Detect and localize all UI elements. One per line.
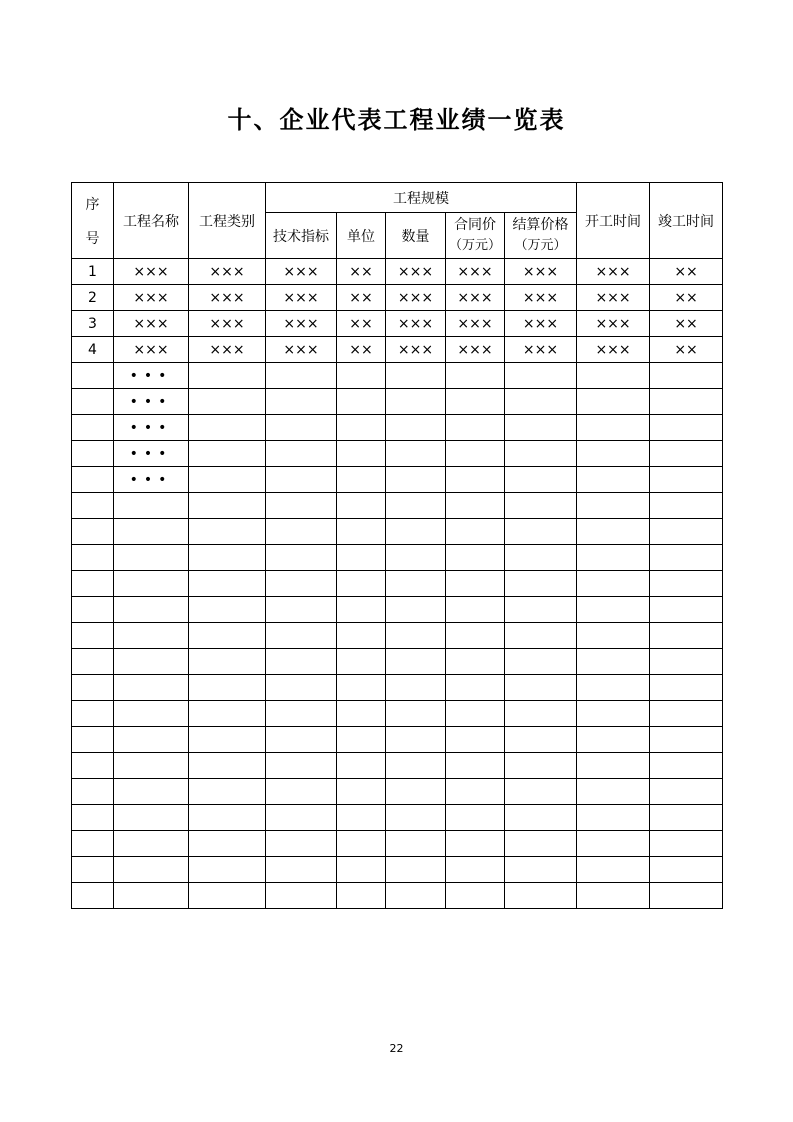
cell-settle [505, 831, 577, 857]
header-scale-group: 工程规模 [266, 183, 577, 213]
cell-start [577, 883, 650, 909]
cell-unit [337, 857, 386, 883]
table-row [72, 467, 723, 493]
cell-start [577, 675, 650, 701]
cell-seq [72, 441, 114, 467]
header-seq-top: 序 [85, 196, 100, 213]
cell-tech [266, 519, 337, 545]
header-seq [72, 183, 114, 259]
cell-name: ××× [114, 337, 189, 363]
cell-type [189, 831, 266, 857]
header-seq-bottom: 号 [85, 230, 100, 247]
cell-contract [446, 623, 505, 649]
cell-qty [386, 363, 446, 389]
cell-name: ••• [114, 363, 189, 389]
cell-start [577, 649, 650, 675]
cell-start [577, 597, 650, 623]
table-row [72, 701, 723, 727]
cell-unit [337, 727, 386, 753]
cell-unit [337, 467, 386, 493]
cell-end [650, 415, 723, 441]
cell-contract [446, 441, 505, 467]
cell-start [577, 441, 650, 467]
cell-unit [337, 597, 386, 623]
cell-tech [266, 883, 337, 909]
cell-name [114, 493, 189, 519]
cell-seq [72, 597, 114, 623]
cell-contract [446, 701, 505, 727]
cell-unit [337, 389, 386, 415]
table-row [72, 363, 723, 389]
cell-tech [266, 857, 337, 883]
cell-type [189, 415, 266, 441]
cell-name [114, 753, 189, 779]
cell-name [114, 779, 189, 805]
cell-type [189, 597, 266, 623]
cell-tech [266, 597, 337, 623]
cell-name [114, 857, 189, 883]
cell-name: ××× [114, 259, 189, 285]
cell-type: ××× [189, 311, 266, 337]
cell-settle: ××× [505, 337, 577, 363]
cell-seq [72, 571, 114, 597]
cell-contract [446, 779, 505, 805]
cell-tech [266, 753, 337, 779]
cell-name [114, 649, 189, 675]
cell-settle [505, 727, 577, 753]
cell-name [114, 675, 189, 701]
cell-start [577, 857, 650, 883]
table-row [72, 415, 723, 441]
cell-unit: ×× [337, 259, 386, 285]
cell-tech [266, 441, 337, 467]
cell-unit [337, 883, 386, 909]
cell-qty [386, 493, 446, 519]
cell-end [650, 675, 723, 701]
table-row [72, 649, 723, 675]
header-settlement-price [505, 213, 577, 259]
cell-contract [446, 493, 505, 519]
cell-end [650, 441, 723, 467]
cell-name [114, 545, 189, 571]
header-project-name: 工程名称 [114, 183, 189, 259]
header-tech-index: 技术指标 [266, 213, 337, 259]
cell-start [577, 779, 650, 805]
cell-settle [505, 493, 577, 519]
cell-tech: ××× [266, 259, 337, 285]
cell-seq [72, 675, 114, 701]
cell-contract: ××× [446, 285, 505, 311]
cell-qty [386, 597, 446, 623]
cell-end [650, 883, 723, 909]
cell-end [650, 493, 723, 519]
cell-type [189, 519, 266, 545]
table-row [72, 285, 723, 311]
cell-seq: 3 [72, 311, 114, 337]
header-completion-time: 竣工时间 [650, 183, 723, 259]
cell-seq [72, 831, 114, 857]
cell-qty [386, 701, 446, 727]
table-row [72, 545, 723, 571]
table-row [72, 623, 723, 649]
cell-end [650, 779, 723, 805]
cell-contract [446, 883, 505, 909]
cell-seq [72, 363, 114, 389]
cell-start [577, 467, 650, 493]
cell-tech [266, 415, 337, 441]
cell-end [650, 467, 723, 493]
cell-type [189, 389, 266, 415]
cell-seq [72, 545, 114, 571]
header-start-time: 开工时间 [577, 183, 650, 259]
cell-type: ××× [189, 259, 266, 285]
cell-qty [386, 571, 446, 597]
header-settlement-price-unit: （万元） [514, 238, 567, 254]
cell-type [189, 545, 266, 571]
cell-unit: ×× [337, 311, 386, 337]
table-row [72, 259, 723, 285]
table-row [72, 831, 723, 857]
cell-type [189, 805, 266, 831]
cell-seq [72, 701, 114, 727]
cell-end [650, 701, 723, 727]
cell-end: ×× [650, 337, 723, 363]
cell-contract [446, 753, 505, 779]
cell-start [577, 753, 650, 779]
page-number: 22 [389, 1042, 404, 1055]
cell-unit [337, 545, 386, 571]
cell-qty [386, 779, 446, 805]
cell-tech [266, 467, 337, 493]
cell-tech [266, 727, 337, 753]
cell-type [189, 753, 266, 779]
cell-qty [386, 883, 446, 909]
cell-start: ××× [577, 285, 650, 311]
cell-name: ××× [114, 311, 189, 337]
cell-qty [386, 545, 446, 571]
cell-name [114, 831, 189, 857]
cell-tech [266, 649, 337, 675]
header-contract-price [446, 213, 505, 259]
cell-settle [505, 415, 577, 441]
cell-unit [337, 701, 386, 727]
page-title: 十、企业代表工程业绩一览表 [227, 106, 566, 134]
cell-type [189, 493, 266, 519]
cell-unit [337, 493, 386, 519]
cell-contract [446, 805, 505, 831]
cell-settle [505, 753, 577, 779]
cell-name [114, 623, 189, 649]
cell-end [650, 519, 723, 545]
cell-type [189, 701, 266, 727]
header-settlement-price-label: 结算价格 [512, 217, 569, 234]
cell-settle: ××× [505, 285, 577, 311]
cell-seq [72, 727, 114, 753]
cell-unit [337, 779, 386, 805]
cell-seq [72, 493, 114, 519]
header-project-type: 工程类别 [189, 183, 266, 259]
cell-settle [505, 441, 577, 467]
cell-qty [386, 857, 446, 883]
cell-name: ××× [114, 285, 189, 311]
cell-settle [505, 545, 577, 571]
cell-unit: ×× [337, 285, 386, 311]
cell-name [114, 571, 189, 597]
cell-qty: ××× [386, 311, 446, 337]
cell-type [189, 623, 266, 649]
cell-name: ••• [114, 415, 189, 441]
cell-tech [266, 675, 337, 701]
cell-seq [72, 857, 114, 883]
cell-settle [505, 649, 577, 675]
cell-settle [505, 389, 577, 415]
cell-tech [266, 545, 337, 571]
cell-contract [446, 519, 505, 545]
table-row [72, 857, 723, 883]
cell-qty [386, 441, 446, 467]
cell-seq [72, 623, 114, 649]
cell-settle: ××× [505, 259, 577, 285]
cell-end [650, 623, 723, 649]
cell-type [189, 441, 266, 467]
cell-type [189, 883, 266, 909]
cell-seq [72, 649, 114, 675]
cell-seq [72, 779, 114, 805]
table-row [72, 311, 723, 337]
cell-start: ××× [577, 311, 650, 337]
cell-contract [446, 415, 505, 441]
cell-unit [337, 649, 386, 675]
cell-contract [446, 649, 505, 675]
cell-qty [386, 675, 446, 701]
cell-settle [505, 857, 577, 883]
cell-contract [446, 597, 505, 623]
cell-qty [386, 649, 446, 675]
cell-type [189, 363, 266, 389]
cell-unit [337, 805, 386, 831]
cell-qty: ××× [386, 285, 446, 311]
cell-type [189, 571, 266, 597]
cell-settle [505, 519, 577, 545]
cell-settle [505, 675, 577, 701]
cell-contract: ××× [446, 259, 505, 285]
cell-tech [266, 805, 337, 831]
cell-tech [266, 493, 337, 519]
cell-end [650, 545, 723, 571]
cell-qty [386, 805, 446, 831]
table-row [72, 389, 723, 415]
cell-type: ××× [189, 285, 266, 311]
table-row [72, 337, 723, 363]
cell-unit [337, 363, 386, 389]
cell-qty [386, 623, 446, 649]
cell-end [650, 857, 723, 883]
cell-settle [505, 571, 577, 597]
table-row [72, 753, 723, 779]
cell-seq [72, 883, 114, 909]
cell-start [577, 805, 650, 831]
cell-start [577, 623, 650, 649]
cell-start [577, 571, 650, 597]
cell-type [189, 779, 266, 805]
table-row [72, 597, 723, 623]
cell-settle [505, 623, 577, 649]
cell-tech [266, 831, 337, 857]
cell-start: ××× [577, 259, 650, 285]
cell-qty: ××× [386, 259, 446, 285]
cell-type [189, 857, 266, 883]
cell-end [650, 571, 723, 597]
cell-start [577, 415, 650, 441]
cell-end [650, 649, 723, 675]
cell-settle [505, 467, 577, 493]
cell-tech: ××× [266, 311, 337, 337]
cell-unit [337, 571, 386, 597]
cell-tech [266, 389, 337, 415]
cell-contract [446, 363, 505, 389]
cell-name [114, 883, 189, 909]
table-row [72, 883, 723, 909]
header-contract-price-unit: （万元） [448, 238, 501, 254]
cell-start [577, 727, 650, 753]
cell-contract [446, 545, 505, 571]
table-row [72, 779, 723, 805]
cell-start [577, 545, 650, 571]
cell-name [114, 701, 189, 727]
cell-end [650, 389, 723, 415]
cell-end: ×× [650, 259, 723, 285]
cell-unit [337, 519, 386, 545]
cell-seq: 2 [72, 285, 114, 311]
cell-end [650, 363, 723, 389]
cell-settle [505, 883, 577, 909]
cell-name: ••• [114, 389, 189, 415]
cell-contract [446, 857, 505, 883]
cell-name: ••• [114, 467, 189, 493]
cell-unit: ×× [337, 337, 386, 363]
cell-qty: ××× [386, 337, 446, 363]
cell-name [114, 727, 189, 753]
cell-name [114, 519, 189, 545]
table-row [72, 493, 723, 519]
cell-contract: ××× [446, 311, 505, 337]
cell-end: ×× [650, 311, 723, 337]
cell-seq [72, 753, 114, 779]
table-row [72, 519, 723, 545]
cell-seq [72, 519, 114, 545]
cell-end [650, 805, 723, 831]
cell-unit [337, 831, 386, 857]
cell-qty [386, 753, 446, 779]
table-row [72, 675, 723, 701]
cell-tech: ××× [266, 285, 337, 311]
cell-end [650, 831, 723, 857]
cell-settle [505, 805, 577, 831]
cell-name [114, 805, 189, 831]
cell-unit [337, 675, 386, 701]
cell-start: ××× [577, 337, 650, 363]
cell-start [577, 701, 650, 727]
header-contract-price-label: 合同价 [454, 217, 496, 234]
cell-start [577, 831, 650, 857]
cell-seq [72, 467, 114, 493]
cell-settle: ××× [505, 311, 577, 337]
cell-end: ×× [650, 285, 723, 311]
cell-settle [505, 779, 577, 805]
cell-seq [72, 805, 114, 831]
cell-name: ••• [114, 441, 189, 467]
table-row [72, 571, 723, 597]
cell-contract [446, 389, 505, 415]
cell-contract [446, 675, 505, 701]
cell-end [650, 727, 723, 753]
cell-qty [386, 389, 446, 415]
cell-tech [266, 363, 337, 389]
cell-end [650, 597, 723, 623]
cell-settle [505, 363, 577, 389]
performance-table [71, 182, 723, 909]
cell-seq [72, 389, 114, 415]
cell-tech [266, 571, 337, 597]
cell-contract: ××× [446, 337, 505, 363]
cell-qty [386, 415, 446, 441]
cell-qty [386, 519, 446, 545]
cell-tech: ××× [266, 337, 337, 363]
cell-type [189, 727, 266, 753]
cell-tech [266, 623, 337, 649]
cell-seq: 4 [72, 337, 114, 363]
header-unit: 单位 [337, 213, 386, 259]
cell-start [577, 363, 650, 389]
cell-qty [386, 467, 446, 493]
cell-start [577, 493, 650, 519]
cell-seq: 1 [72, 259, 114, 285]
table-row [72, 441, 723, 467]
cell-contract [446, 571, 505, 597]
table-row [72, 805, 723, 831]
cell-start [577, 389, 650, 415]
cell-unit [337, 415, 386, 441]
cell-type [189, 467, 266, 493]
cell-name [114, 597, 189, 623]
cell-tech [266, 701, 337, 727]
cell-settle [505, 597, 577, 623]
table-row [72, 727, 723, 753]
cell-settle [505, 701, 577, 727]
cell-start [577, 519, 650, 545]
cell-type [189, 649, 266, 675]
table-body [72, 259, 723, 909]
cell-tech [266, 779, 337, 805]
cell-contract [446, 831, 505, 857]
cell-qty [386, 727, 446, 753]
cell-unit [337, 753, 386, 779]
cell-qty [386, 831, 446, 857]
header-quantity: 数量 [386, 213, 446, 259]
cell-type [189, 675, 266, 701]
cell-contract [446, 467, 505, 493]
cell-unit [337, 441, 386, 467]
cell-end [650, 753, 723, 779]
cell-contract [446, 727, 505, 753]
cell-unit [337, 623, 386, 649]
cell-seq [72, 415, 114, 441]
cell-type: ××× [189, 337, 266, 363]
